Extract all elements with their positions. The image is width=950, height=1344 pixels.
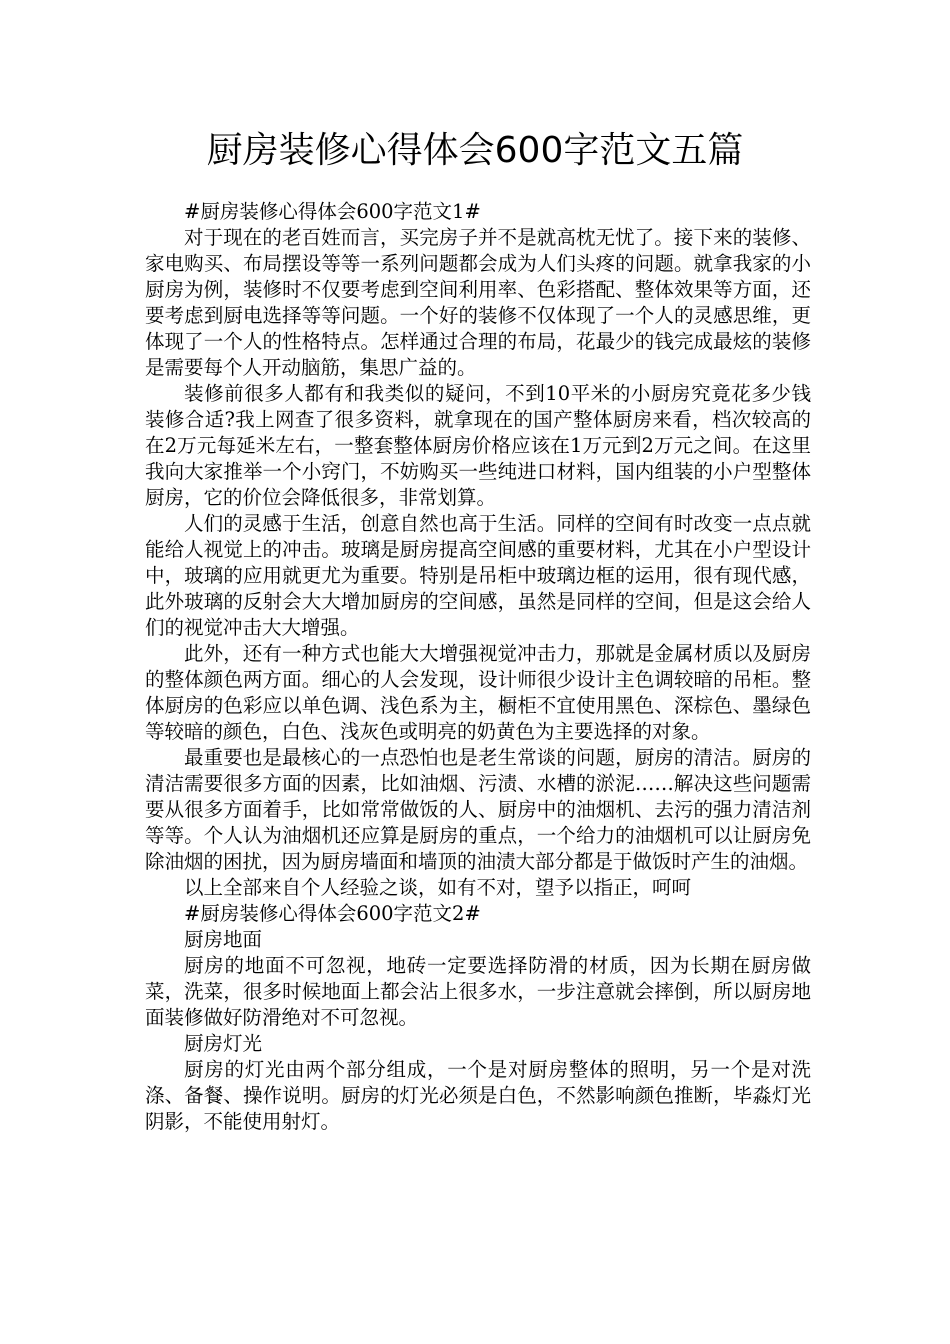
paragraph: 最重要也是最核心的一点恐怕也是老生常谈的问题，厨房的清洁。厨房的清洁需要很多方面的因素，比如油烟、污渍、水槽的淤泥……解决这些问题需要从很多方面着手，比如常常做饭的人、厨房中的油烟机、去污的强力清洁剂等等。个人认为油烟机还应算是厨房的重点，一个给力的油烟机可以让厨房免除油烟的困扰，因为厨房墙面和墙顶的油渍大部分都是于做饭时产生的油烟。 — [145, 746, 811, 873]
paragraph: 装修前很多人都有和我类似的疑问，不到10平米的小厨房究竟花多少钱装修合适?我上网查了很多资料，就拿现在的国产整体厨房来看，档次较高的在2万元每延米左右，一整套整体厨房价格应该在1万元到2万元之间。在这里我向大家推举一个小窍门，不妨购买一些纯进口材料，国内组装的小户型整体厨房，它的价位会降低很多，非常划算。 — [145, 382, 811, 509]
paragraph: 以上全部来自个人经验之谈，如有不对，望予以指正，呵呵 — [184, 876, 692, 899]
paragraph: 对于现在的老百姓而言，买完房子并不是就高枕无忧了。接下来的装修、家电购买、布局摆设等等一系列问题都会成为人们头疼的问题。就拿我家的小厨房为例，装修时不仅要考虑到空间利用率、色彩搭配、整体效果等方面，还要考虑到厨电选择等等问题。一个好的装修不仅体现了一个人的灵感思维，更体现了一个人的性格特点。怎样通过合理的布局，花最少的钱完成最炫的装修是需要每个人开动脑筋，集思广益的。 — [145, 226, 811, 379]
subheading-lighting: 厨房灯光 — [184, 1032, 263, 1055]
section-heading-2: #厨房装修心得体会600字范文2# — [184, 902, 481, 925]
paragraph: 人们的灵感于生活，创意自然也高于生活。同样的空间有时改变一点点就能给人视觉上的冲击。玻璃是厨房提高空间感的重要材料，尤其在小户型设计中，玻璃的应用就更尤为重要。特别是吊柜中玻璃边框的运用，很有现代感，此外玻璃的反射会大大增加厨房的空间感，虽然是同样的空间，但是这会给人们的视觉冲击大大增强。 — [145, 512, 811, 639]
document-body — [145, 199, 811, 1135]
document-title: 厨房装修心得体会600字范文五篇 — [206, 130, 744, 171]
paragraph: 此外，还有一种方式也能大大增强视觉冲击力，那就是金属材质以及厨房的整体颜色两方面。细心的人会发现，设计师很少设计主色调较暗的吊柜。整体厨房的色彩应以单色调、浅色系为主，橱柜不宜使用黑色、深棕色、墨绿色等较暗的颜色，白色、浅灰色或明亮的奶黄色为主要选择的对象。 — [145, 642, 811, 743]
paragraph: 厨房的地面不可忽视，地砖一定要选择防滑的材质，因为长期在厨房做菜，洗菜，很多时候地面上都会沾上很多水，一步注意就会摔倒，所以厨房地面装修做好防滑绝对不可忽视。 — [145, 954, 811, 1029]
paragraph: 厨房的灯光由两个部分组成，一个是对厨房整体的照明，另一个是对洗涤、备餐、操作说明。厨房的灯光必须是白色，不然影响颜色推断，毕淼灯光阴影，不能使用射灯。 — [145, 1058, 811, 1133]
subheading-floor: 厨房地面 — [184, 928, 263, 951]
section-heading-1: #厨房装修心得体会600字范文1# — [184, 200, 481, 223]
